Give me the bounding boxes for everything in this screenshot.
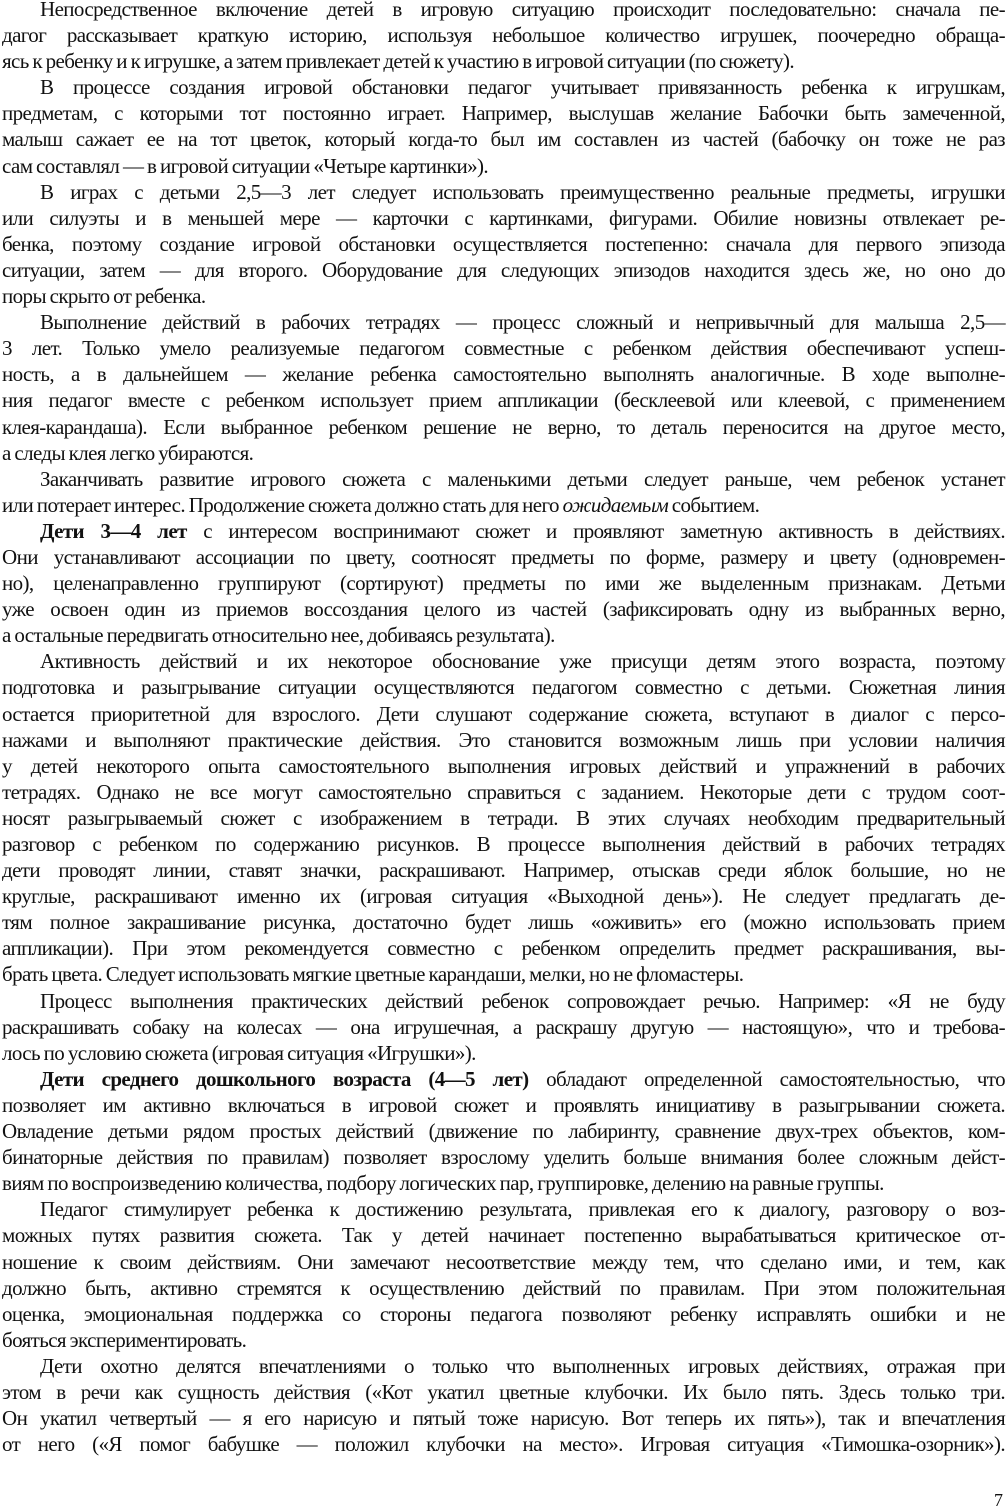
text-line — [2, 753, 1005, 779]
line-text: а остальные передвигать относительно нее, добиваясь результата). — [2, 623, 555, 648]
text-line — [2, 570, 1005, 596]
text-line — [2, 727, 1005, 753]
text-line — [2, 648, 1005, 674]
line-text: брать цвета. Следует использовать мягкие цветные карандаши, мелки, но не фломастеры. — [2, 962, 744, 987]
line-text: Заканчивать развитие игрового сюжета с маленькими детьми следует раньше, чем ребенок устанет — [40, 466, 1005, 491]
text-line — [2, 1040, 1005, 1066]
text-line — [2, 22, 1005, 48]
text-line — [2, 440, 1005, 466]
text-line — [2, 361, 1005, 387]
line-text: дагог рассказывает краткую историю, используя небольшое количество игрушек, поочередно обраща- — [2, 23, 1005, 48]
text-line — [2, 1092, 1005, 1118]
document-page — [2, 0, 1005, 1457]
line-text: разговор с ребенком по содержанию рисунков. В процессе выполнения действий в рабочих тетрадях — [2, 832, 1005, 856]
bold-heading-text: Дети 3—4 лет — [40, 518, 187, 543]
text-line — [2, 1405, 1005, 1431]
text-line — [2, 74, 1005, 100]
line-text: уже освоен один из приемов воссоздания целого из частей (зафиксировать одну из выбранных верно, — [2, 597, 1005, 622]
text-line — [2, 283, 1005, 309]
line-text: носят разыгрываемый сюжет с изображением в тетради. В этих случаях необходим предварительный — [2, 805, 1005, 830]
line-text: Выполнение действий в рабочих тетрадях — процесс сложный и непривычный для малыша 2,5— — [40, 310, 1005, 335]
text-line — [2, 596, 1005, 622]
line-text: оценка, эмоциональная поддержка со стороны педагога позволяют ребенку исправлять ошибки и не — [2, 1301, 1005, 1326]
line-text: В играх с детьми 2,5—3 лет следует использовать преимущественно реальные предметы, игрушки — [40, 179, 1005, 204]
line-text: лось по условию сюжета (игровая ситуация «Игрушки»). — [2, 1040, 476, 1065]
text-line — [2, 179, 1005, 205]
line-text: Они устанавливают ассоциации по цвету, соотносят предметы по форме, размеру и цвету (одновремен- — [2, 544, 1005, 569]
line-text: аппликации). При этом рекомендуется совместно с ребенком определить предмет раскрашивания, вы- — [2, 936, 1005, 961]
text-line — [2, 0, 1005, 22]
line-text: с интересом воспринимают сюжет и проявляют заметную активность в действиях. — [186, 518, 1005, 543]
line-text: поры скрыто от ребенка. — [2, 284, 206, 309]
line-text: Процесс выполнения практических действий ребенок сопровождает речью. Например: «Я не буду — [40, 988, 1005, 1013]
line-text: обладают определенной самостоятельностью, что — [528, 1066, 1005, 1091]
text-line — [2, 935, 1005, 961]
line-text: от него («Я помог бабушке — положил клубочки на место». Игровая ситуация «Тимошка-озорник»). — [2, 1432, 1005, 1457]
line-text: раскрашивать собаку на колесах — она игрушечная, а раскрашу другую — настоящую», что и требова- — [2, 1014, 1005, 1039]
line-text: остается приоритетной для взрослого. Дети слушают содержание сюжета, вступают в диалог с персо- — [2, 701, 1005, 726]
line-text: бенка, поэтому создание игровой обстановки осуществляется постепенно: сначала для первого эпизода — [2, 231, 1005, 256]
line-text: 3 лет. Только умело реализуемые педагогом совместные с ребенком действия обеспечивают успеш- — [2, 336, 1005, 361]
line-text: клея-карандаша). Если выбранное ребенком решение не верно, то деталь переносится на другое место, — [2, 414, 1005, 439]
italic-text: ожидаемым — [562, 492, 669, 517]
text-line — [2, 1431, 1005, 1457]
text-line — [2, 1118, 1005, 1144]
text-line — [2, 831, 1005, 857]
line-text: ношение к своим действиям. Они замечают несоответствие между тем, что сделано ими, и тем, как — [2, 1249, 1005, 1274]
text-line — [2, 674, 1005, 700]
text-line — [2, 1144, 1005, 1170]
text-line — [2, 988, 1005, 1014]
text-line — [2, 335, 1005, 361]
text-line — [2, 701, 1005, 727]
line-text: дети проводят линии, ставят значки, раскрашивают. Например, отыскав среди яблок большие, но не — [2, 858, 1005, 883]
line-text: малыш сажает ее на тот цветок, который когда-то был им составлен из частей (бабочку он тоже не раз — [2, 127, 1005, 152]
page-number: 7 — [994, 1490, 1003, 1510]
line-text: ясь к ребенку и к игрушке, а затем привлекает детей к участию в игровой ситуации (по сюжету). — [2, 49, 795, 74]
text-line — [2, 805, 1005, 831]
text-line — [2, 492, 1005, 518]
text-line — [2, 100, 1005, 126]
text-line — [2, 857, 1005, 883]
text-line — [2, 257, 1005, 283]
line-text: ния педагог вместе с ребенком использует прием аппликации (бесклеевой или клеевой, с применением — [2, 388, 1005, 413]
line-text: Овладение детьми рядом простых действий (движение по лабиринту, сравнение двух-трех объектов, ком- — [2, 1119, 1005, 1144]
line-text: можных путях развития сюжета. Так у детей начинает постепенно вырабатываться критическое от- — [2, 1223, 1005, 1248]
line-text: ситуации, затем — для второго. Оборудование для следующих эпизодов находится здесь же, но оно до — [2, 257, 1005, 282]
text-line — [2, 544, 1005, 570]
text-line — [2, 309, 1005, 335]
text-line — [2, 231, 1005, 257]
text-line — [2, 518, 1005, 544]
line-text: событием. — [668, 492, 760, 517]
text-line — [2, 1066, 1005, 1092]
text-line — [2, 387, 1005, 413]
line-text: или силуэты и в меньшей мере — карточки с картинками, фигурами. Обилие новизны отвлекает ре- — [2, 205, 1005, 230]
text-line — [2, 1170, 1005, 1196]
line-text: должно быть, активно стремятся к осуществлению действий по правилам. При этом положительная — [2, 1275, 1005, 1300]
line-text: этом в речи как сущность действия («Кот укатил цветные клубочки. Их было пять. Здесь только три. — [2, 1379, 1005, 1404]
line-text: сам составлял — в игровой ситуации «Четыре картинки»). — [2, 153, 489, 178]
line-text: тям полное закрашивание рисунка, достаточно будет лишь «оживить» его (можно использовать прием — [2, 910, 1005, 935]
text-line — [2, 883, 1005, 909]
line-text: круглые, раскрашивают именно их (игровая ситуация «Выходной день»). Не следует предлагать де- — [2, 884, 1005, 909]
line-text: бинаторные действия по правилам) позволяет взрослому уделить больше внимания более сложным дейст- — [2, 1145, 1005, 1170]
line-text: виям по воспроизведению количества, подбору логических пар, группировке, делению на равные группы. — [2, 1171, 884, 1196]
text-line — [2, 1301, 1005, 1327]
line-text: Он укатил четвертый — я его нарисую и пятый тоже нарисую. Вот теперь их пять»), так и впечатления — [2, 1406, 1005, 1431]
line-text: или потерает интерес. Продолжение сюжета должно стать для него — [2, 492, 563, 517]
text-line — [2, 1014, 1005, 1040]
line-text: В процессе создания игровой обстановки педагог учитывает привязанность ребенка к игрушкам, — [40, 75, 1005, 100]
bold-heading-text: Дети среднего дошкольного возраста (4—5 лет) — [40, 1066, 529, 1091]
line-text: бояться экспериментировать. — [2, 1327, 247, 1352]
text-line — [2, 1379, 1005, 1405]
line-text: предметам, с которыми тот постоянно играет. Например, выслушав желание Бабочки быть замеченной, — [2, 101, 1005, 126]
line-text: а следы клея легко убираются. — [2, 440, 254, 465]
text-line — [2, 622, 1005, 648]
text-line — [2, 1327, 1005, 1353]
text-line — [2, 153, 1005, 179]
line-text: позволяет им активно включаться в игровой сюжет и проявлять инициативу в разыгрывании сюжета. — [2, 1092, 1005, 1117]
text-line — [2, 205, 1005, 231]
line-text: Активность действий и их некоторое обоснование уже присущи детям этого возраста, поэтому — [40, 649, 1005, 674]
text-line — [2, 779, 1005, 805]
line-text: тетрадях. Однако не все могут самостоятельно справиться с заданием. Некоторые дети с трудом соот- — [2, 779, 1005, 804]
line-text: подготовка и разыгрывание ситуации осуществляются педагогом совместно с детьми. Сюжетная линия — [2, 675, 1005, 700]
text-line — [2, 961, 1005, 987]
line-text: Педагог стимулирует ребенка к достижению результата, привлекая его к диалогу, разговору о воз- — [40, 1197, 1005, 1222]
line-text: Непосредственное включение детей в игровую ситуацию происходит последовательно: сначала пе- — [40, 0, 1005, 21]
text-line — [2, 1353, 1005, 1379]
text-line — [2, 1222, 1005, 1248]
text-line — [2, 466, 1005, 492]
text-line — [2, 1275, 1005, 1301]
text-line — [2, 414, 1005, 440]
text-line — [2, 126, 1005, 152]
line-text: но), целенаправленно группируют (сортируют) предметы по ими же выделенным признакам. Детьми — [2, 571, 1005, 596]
text-line — [2, 909, 1005, 935]
line-text: у детей некоторого опыта самостоятельного выполнения игровых действий и упражнений в рабочих — [2, 753, 1005, 778]
line-text: Дети охотно делятся впечатлениями о только что выполненных игровых действиях, отражая при — [40, 1353, 1005, 1378]
line-text: нажами и выполняют практические действия. Это становится возможным лишь при условии наличия — [2, 727, 1005, 752]
line-text: ность, а в дальнейшем — желание ребенка самостоятельно выполнять аналогичные. В ходе выполне- — [2, 362, 1005, 387]
text-line — [2, 48, 1005, 74]
text-line — [2, 1249, 1005, 1275]
text-line — [2, 1196, 1005, 1222]
